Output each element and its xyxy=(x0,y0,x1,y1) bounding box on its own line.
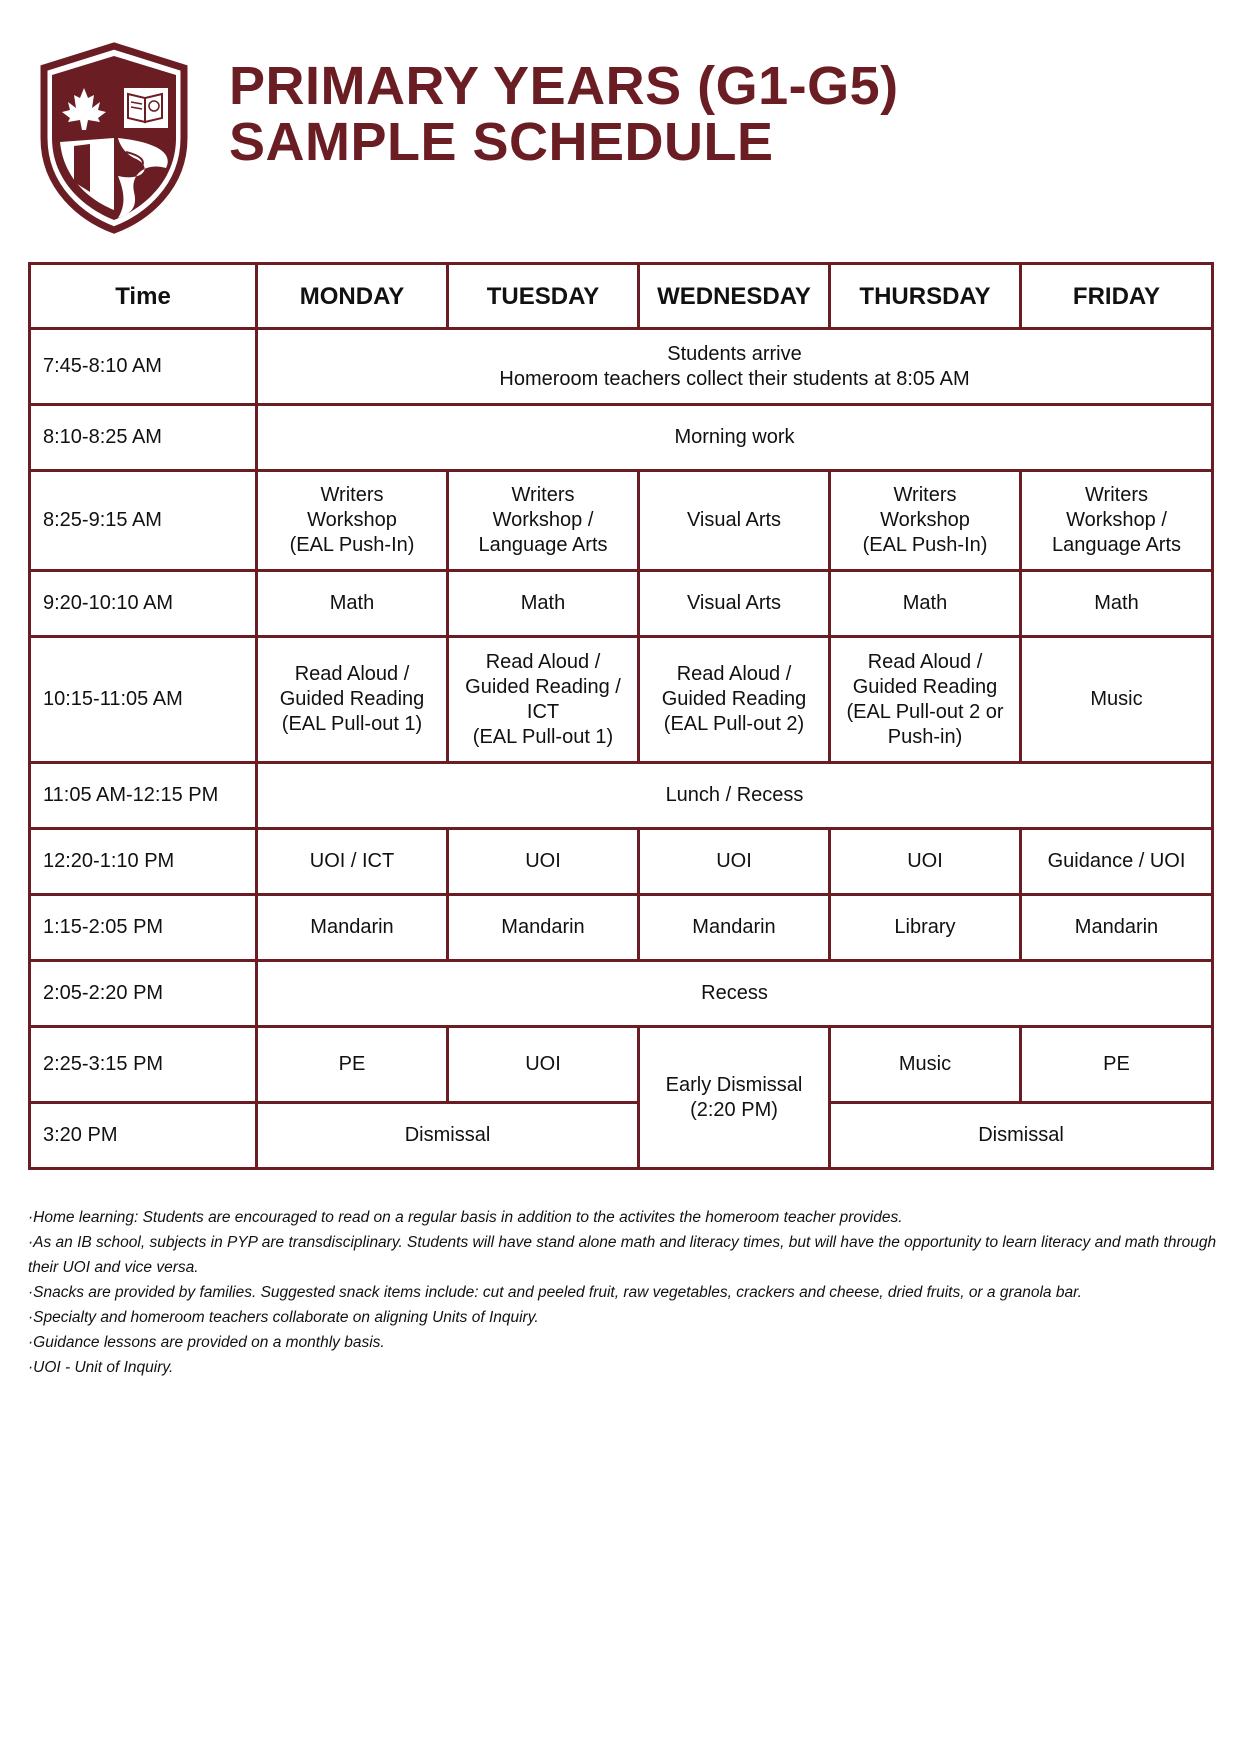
title-line-2: SAMPLE SCHEDULE xyxy=(229,112,774,172)
open-book-icon xyxy=(124,88,168,128)
monday-cell: Mandarin xyxy=(257,895,448,961)
monday-cell: Read Aloud / Guided Reading (EAL Pull-out 1) xyxy=(257,637,448,763)
header-thursday: THURSDAY xyxy=(830,264,1021,329)
tuesday-cell: Mandarin xyxy=(448,895,639,961)
all-days-cell: Lunch / Recess xyxy=(257,763,1213,829)
notes xyxy=(28,1205,1218,1380)
time-cell: 12:20-1:10 PM xyxy=(30,829,257,895)
time-cell: 8:10-8:25 AM xyxy=(30,405,257,471)
header-tuesday: TUESDAY xyxy=(448,264,639,329)
note-item: ·UOI - Unit of Inquiry. xyxy=(28,1359,174,1376)
tuesday-cell: Read Aloud / Guided Reading / ICT (EAL Pull-out 1) xyxy=(448,637,639,763)
tuesday-cell: Math xyxy=(448,571,639,637)
wednesday-cell: UOI xyxy=(639,829,830,895)
time-cell: 1:15-2:05 PM xyxy=(30,895,257,961)
monday-cell: UOI / ICT xyxy=(257,829,448,895)
table-row xyxy=(30,471,1213,571)
thu-fri-cell: Dismissal xyxy=(830,1103,1213,1169)
time-cell: 10:15-11:05 AM xyxy=(30,637,257,763)
friday-cell: Mandarin xyxy=(1021,895,1213,961)
wednesday-cell: Visual Arts xyxy=(639,471,830,571)
thursday-cell: Music xyxy=(830,1027,1021,1103)
monday-cell: Writers Workshop (EAL Push-In) xyxy=(257,471,448,571)
note-item: ·Snacks are provided by families. Suggested snack items include: cut and peeled fruit, raw vegetables, crackers and cheese, dried fruits, or a granola bar. xyxy=(28,1284,1082,1301)
all-days-cell: Students arrive Homeroom teachers collect their students at 8:05 AM xyxy=(257,329,1213,405)
header-friday: FRIDAY xyxy=(1021,264,1213,329)
school-crest-icon xyxy=(34,42,194,234)
thursday-cell: Library xyxy=(830,895,1021,961)
time-cell: 8:25-9:15 AM xyxy=(30,471,257,571)
table-row xyxy=(30,637,1213,763)
thursday-cell: UOI xyxy=(830,829,1021,895)
thursday-cell: Math xyxy=(830,571,1021,637)
wednesday-cell: Read Aloud / Guided Reading (EAL Pull-out 2) xyxy=(639,637,830,763)
page-title xyxy=(229,58,899,170)
table-row xyxy=(30,829,1213,895)
all-days-cell: Morning work xyxy=(257,405,1213,471)
tuesday-cell: UOI xyxy=(448,1027,639,1103)
time-cell: 9:20-10:10 AM xyxy=(30,571,257,637)
monday-cell: Math xyxy=(257,571,448,637)
table-row xyxy=(30,405,1213,471)
wednesday-cell: Mandarin xyxy=(639,895,830,961)
table-row xyxy=(30,895,1213,961)
monday-cell: PE xyxy=(257,1027,448,1103)
friday-cell: Writers Workshop / Language Arts xyxy=(1021,471,1213,571)
title-line-1: PRIMARY YEARS (G1-G5) xyxy=(229,56,899,116)
note-item: ·As an IB school, subjects in PYP are transdisciplinary. Students will have stand alone math and literacy times, but will have the opportunity to learn literacy and math through their UOI and vice versa. xyxy=(28,1234,1217,1276)
thursday-cell: Writers Workshop (EAL Push-In) xyxy=(830,471,1021,571)
table-row xyxy=(30,329,1213,405)
table-row xyxy=(30,571,1213,637)
thursday-cell: Read Aloud / Guided Reading (EAL Pull-out 2 or Push-in) xyxy=(830,637,1021,763)
time-cell: 2:25-3:15 PM xyxy=(30,1027,257,1103)
mon-tue-cell: Dismissal xyxy=(257,1103,639,1169)
header-time: Time xyxy=(30,264,257,329)
wednesday-cell: Early Dismissal (2:20 PM) xyxy=(639,1027,830,1169)
time-cell: 11:05 AM-12:15 PM xyxy=(30,763,257,829)
note-item: ·Guidance lessons are provided on a monthly basis. xyxy=(28,1334,385,1351)
friday-cell: Math xyxy=(1021,571,1213,637)
table-row xyxy=(30,1027,1213,1103)
tuesday-cell: Writers Workshop / Language Arts xyxy=(448,471,639,571)
time-cell: 3:20 PM xyxy=(30,1103,257,1169)
all-days-cell: Recess xyxy=(257,961,1213,1027)
note-item: ·Specialty and homeroom teachers collaborate on aligning Units of Inquiry. xyxy=(28,1309,539,1326)
friday-cell: Guidance / UOI xyxy=(1021,829,1213,895)
time-cell: 7:45-8:10 AM xyxy=(30,329,257,405)
header-row xyxy=(30,264,1213,329)
time-cell: 2:05-2:20 PM xyxy=(30,961,257,1027)
table-row xyxy=(30,1103,1213,1169)
schedule-table xyxy=(28,262,1214,1170)
header-wednesday: WEDNESDAY xyxy=(639,264,830,329)
table-row xyxy=(30,763,1213,829)
table-row xyxy=(30,961,1213,1027)
friday-cell: Music xyxy=(1021,637,1213,763)
header-monday: MONDAY xyxy=(257,264,448,329)
friday-cell: PE xyxy=(1021,1027,1213,1103)
wednesday-cell: Visual Arts xyxy=(639,571,830,637)
note-item: ·Home learning: Students are encouraged to read on a regular basis in addition to the activites the homeroom teacher provides. xyxy=(28,1209,903,1226)
tuesday-cell: UOI xyxy=(448,829,639,895)
